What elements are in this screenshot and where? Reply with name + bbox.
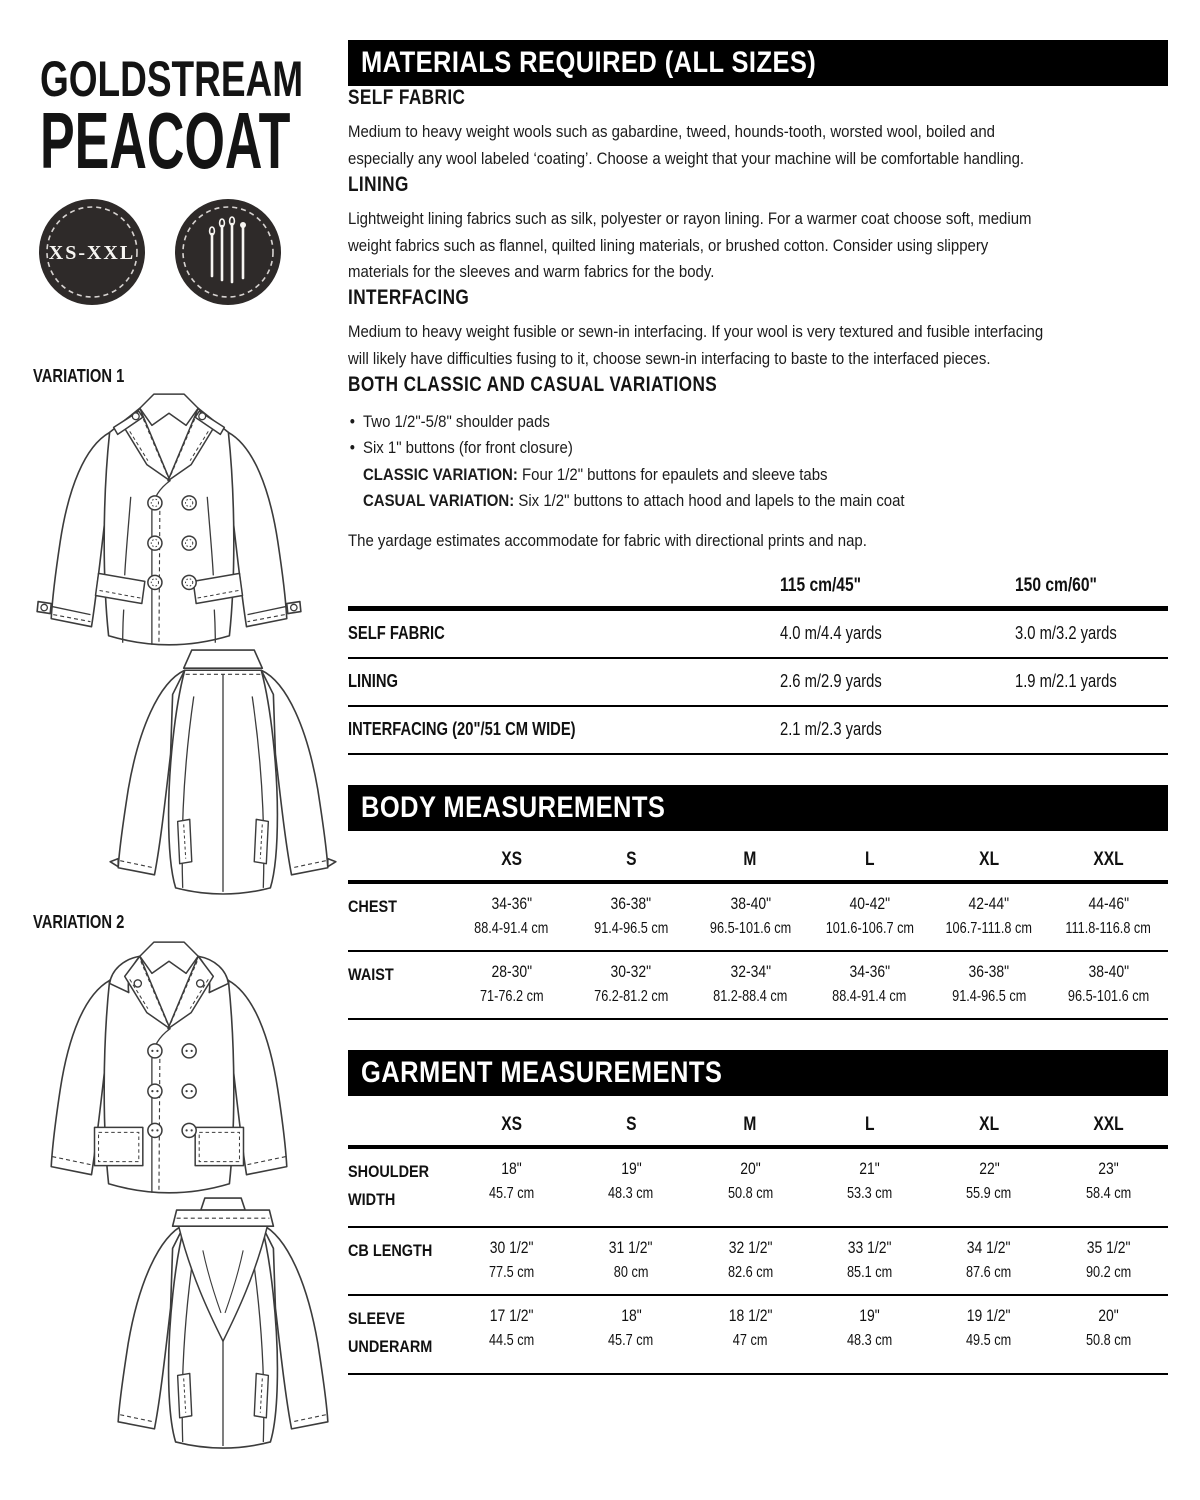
variation-1-front-illustration — [18, 386, 320, 660]
row-label: CHEST — [348, 897, 397, 917]
measurement-cell: 38-40" 96.5-101.6 cm — [1067, 962, 1149, 1006]
size-column-header: L — [864, 1114, 875, 1136]
measurement-cell: 40-42" 101.6-106.7 cm — [825, 894, 914, 938]
size-header-row — [348, 1106, 1168, 1149]
table-row: INTERFACING (20"/51 CM WIDE) 2.1 m/2.3 yards — [348, 707, 1168, 755]
size-badge-label: XS-XXL — [48, 242, 136, 264]
measurement-cell: 23" 58.4 cm — [1085, 1159, 1131, 1203]
row-label: SLEEVE UNDERARM — [348, 1309, 433, 1357]
size-column-header: XL — [979, 849, 999, 871]
right-column — [348, 40, 1168, 1375]
table-row — [348, 1296, 1168, 1375]
self-fabric-paragraph: Medium to heavy weight wools such as gabardine, tweed, hounds-tooth, worsted wool, boiled and especially any wool labeled ‘coating’. Choose a weight that your machine will be comfortable handling. — [348, 122, 1025, 168]
measurement-cell: 17 1/2" 44.5 cm — [489, 1306, 535, 1350]
measurement-cell: 19" 48.3 cm — [608, 1159, 654, 1203]
brand-title-line1: GOLDSTREAM — [40, 51, 304, 108]
self-fabric-heading: SELF FABRIC — [348, 86, 466, 109]
table-row: SELF FABRIC 4.0 m/4.4 yards 3.0 m/3.2 yards — [348, 611, 1168, 659]
size-column-header: XXL — [1093, 849, 1124, 871]
measurement-cell: 22" 55.9 cm — [966, 1159, 1012, 1203]
garment-measurements-table — [348, 1106, 1168, 1375]
classic-variation-note: CLASSIC VARIATION: Four 1/2" buttons for epaulets and sleeve tabs — [362, 464, 828, 484]
variation-2-front-illustration — [18, 934, 320, 1208]
measurement-cell: 30 1/2" 77.5 cm — [489, 1238, 535, 1282]
measurement-cell: 28-30" 71-76.2 cm — [479, 962, 544, 1006]
materials-required-header-bar — [348, 40, 1168, 86]
variations-heading: BOTH CLASSIC AND CASUAL VARIATIONS — [348, 373, 718, 397]
variation-2-label: VARIATION 2 — [33, 912, 125, 932]
size-column-header: L — [864, 849, 875, 871]
body-measurements-title: BODY MEASUREMENTS — [361, 791, 666, 825]
size-column-header: XS — [501, 849, 523, 871]
table-row — [348, 952, 1168, 1020]
size-column-header: XS — [501, 1114, 523, 1136]
measurement-cell: 20" 50.8 cm — [727, 1159, 773, 1203]
brand-title-line2: PEACOAT — [40, 96, 291, 186]
measurement-cell: 32-34" 81.2-88.4 cm — [713, 962, 788, 1006]
body-measurements-table — [348, 841, 1168, 1020]
measurement-cell: 38-40" 96.5-101.6 cm — [709, 894, 791, 938]
measurement-cell: 32 1/2" 82.6 cm — [727, 1238, 773, 1282]
yardage-col-width-45: 115 cm/45" — [780, 575, 862, 597]
row-label: WAIST — [348, 965, 394, 985]
variation-1-label: VARIATION 1 — [33, 366, 125, 386]
size-range-badge-icon — [38, 198, 146, 306]
table-row — [348, 1149, 1168, 1228]
list-item: • Six 1" buttons (for front closure) — [348, 435, 1052, 461]
size-column-header: M — [743, 1114, 757, 1136]
measurement-cell: 34-36" 88.4-91.4 cm — [832, 962, 907, 1006]
size-column-header: XL — [979, 1114, 999, 1136]
table-row — [348, 884, 1168, 952]
measurement-cell: 21" 53.3 cm — [847, 1159, 893, 1203]
measurement-cell: 34-36" 88.4-91.4 cm — [474, 894, 549, 938]
size-column-header: M — [743, 849, 757, 871]
materials-required-title: MATERIALS REQUIRED (ALL SIZES) — [361, 46, 817, 79]
measurement-cell: 18" 45.7 cm — [489, 1159, 535, 1203]
measurement-cell: 36-38" 91.4-96.5 cm — [593, 894, 669, 938]
size-column-header: S — [625, 849, 637, 871]
yardage-note: The yardage estimates accommodate for fabric with directional prints and nap. — [348, 531, 867, 551]
measurement-cell: 18 1/2" 47 cm — [728, 1306, 773, 1350]
body-measurements-header-bar — [348, 785, 1168, 831]
yardage-header-row — [348, 571, 1168, 611]
measurement-cell: 34 1/2" 87.6 cm — [966, 1238, 1012, 1282]
yardage-col-width-60: 150 cm/60" — [1014, 575, 1097, 597]
measurement-cell: 42-44" 106.7-111.8 cm — [945, 894, 1033, 938]
badge-row — [38, 198, 282, 306]
casual-variation-note: CASUAL VARIATION: Six 1/2" buttons to attach hood and lapels to the main coat — [362, 491, 905, 511]
measurement-cell: 31 1/2" 80 cm — [609, 1238, 653, 1282]
size-column-header: XXL — [1093, 1114, 1124, 1136]
measurement-cell: 33 1/2" 85.1 cm — [847, 1238, 893, 1282]
measurement-cell: 19 1/2" 49.5 cm — [966, 1306, 1012, 1350]
measurement-cell: 30-32" 76.2-81.2 cm — [593, 962, 669, 1006]
measurement-cell: 44-46" 111.8-116.8 cm — [1065, 894, 1152, 938]
lining-heading: LINING — [348, 172, 409, 196]
row-label: CB LENGTH — [348, 1241, 433, 1261]
row-label: SHOULDER WIDTH — [348, 1162, 430, 1210]
table-row — [348, 1228, 1168, 1296]
garment-measurements-header-bar — [348, 1050, 1168, 1096]
list-item: • Two 1/2"-5/8" shoulder pads — [348, 409, 1052, 435]
sewing-needles-badge-icon — [174, 198, 282, 306]
measurement-cell: 19" 48.3 cm — [847, 1306, 893, 1350]
yardage-table — [348, 571, 1168, 755]
table-row: LINING 2.6 m/2.9 yards 1.9 m/2.1 yards — [348, 659, 1168, 707]
variation-1-back-illustration — [98, 638, 348, 902]
size-column-header: S — [625, 1114, 637, 1136]
measurement-cell: 35 1/2" 90.2 cm — [1085, 1238, 1131, 1282]
variation-2-back-illustration — [98, 1184, 348, 1460]
size-header-row — [348, 841, 1168, 884]
measurement-cell: 36-38" 91.4-96.5 cm — [951, 962, 1027, 1006]
notions-list — [348, 409, 1052, 514]
left-column — [0, 0, 346, 1500]
lining-paragraph: Lightweight lining fabrics such as silk, polyester or rayon lining. For a warmer coat choose soft, medium weight fabrics such as flannel, quilted lining materials, or brushed cotton. Consider using slippery materials for the sleeves and warm fabrics for the body. — [348, 208, 1032, 282]
garment-measurements-title: GARMENT MEASUREMENTS — [361, 1056, 723, 1090]
measurement-cell: 20" 50.8 cm — [1085, 1306, 1131, 1350]
interfacing-heading: INTERFACING — [348, 286, 470, 310]
interfacing-paragraph: Medium to heavy weight fusible or sewn-in interfacing. If your wool is very textured and fusible interfacing will likely have difficulties fusing to it, choose sewn-in interfacing to baste to the interfaced pieces. — [348, 322, 1044, 369]
measurement-cell: 18" 45.7 cm — [608, 1306, 654, 1350]
